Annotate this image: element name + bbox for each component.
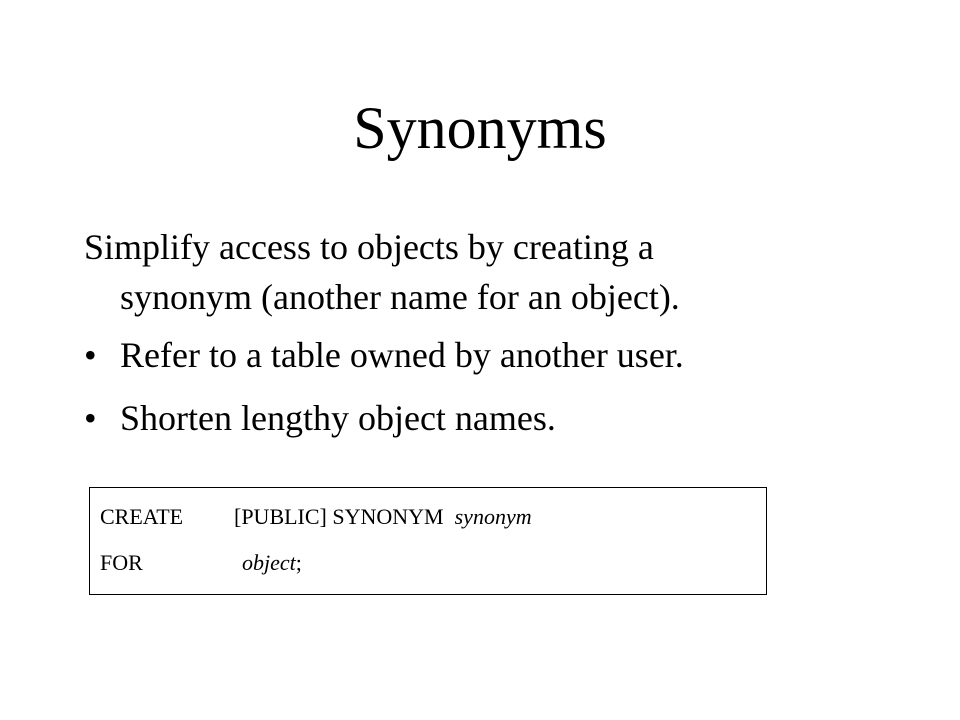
slide-title: Synonyms (353, 95, 607, 161)
intro-line-2: synonym (another name for an object). (120, 277, 680, 317)
syntax-line-2 (100, 550, 302, 576)
public-synonym-keyword: [PUBLIC] SYNONYM (234, 504, 444, 529)
create-keyword: CREATE (100, 504, 184, 529)
bullet-icon: • (84, 335, 97, 375)
statement-terminator: ; (295, 550, 302, 575)
bullet-icon: • (84, 398, 97, 438)
synonym-param: synonym (454, 504, 532, 529)
syntax-box (89, 487, 767, 595)
bullet-item-2 (84, 393, 556, 443)
intro-paragraph (84, 222, 904, 322)
bullet-text-2: Shorten lengthy object names. (120, 398, 556, 438)
for-keyword: FOR (100, 550, 143, 575)
intro-line-1: Simplify access to objects by creating a (84, 227, 654, 267)
bullet-item-1 (84, 330, 684, 380)
syntax-line-1 (100, 504, 532, 530)
object-param: object (242, 550, 296, 575)
bullet-text-1: Refer to a table owned by another user. (120, 335, 684, 375)
